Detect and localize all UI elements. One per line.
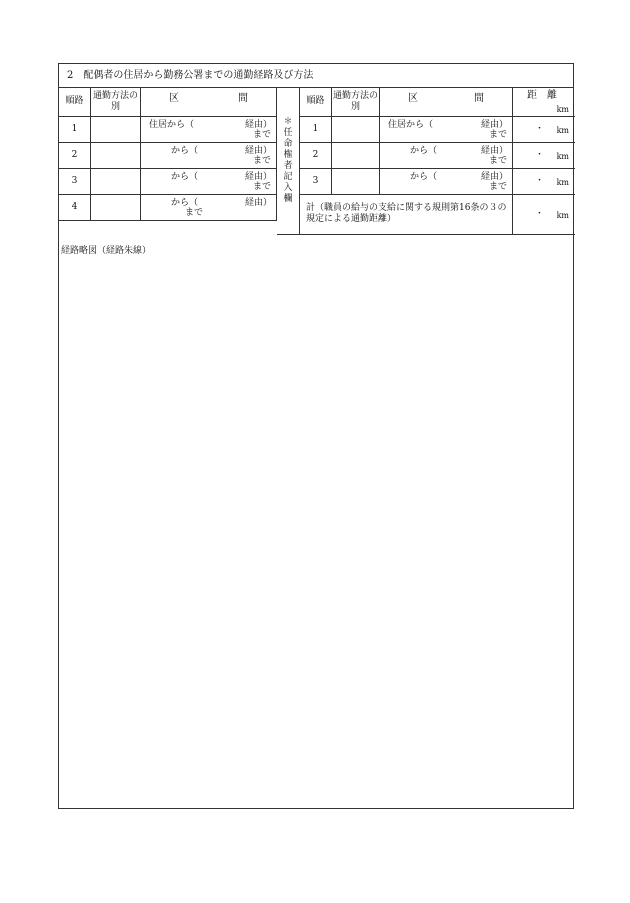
- right-row-no: 3: [300, 169, 332, 195]
- decimal-dot: ・: [535, 150, 545, 160]
- label-char: 者: [283, 160, 293, 171]
- right-row-section-input[interactable]: [380, 117, 513, 143]
- unit-km: km: [556, 152, 569, 161]
- unit-km: km: [556, 178, 569, 187]
- left-row-method-input[interactable]: [91, 143, 141, 169]
- label-char: 命: [283, 138, 293, 149]
- section-from: から（: [171, 146, 199, 156]
- section-to: まで: [252, 182, 271, 192]
- header-section-right: [380, 87, 513, 117]
- right-row-no: 1: [300, 117, 332, 143]
- left-row-no: 1: [59, 117, 91, 143]
- label-char: 欄: [283, 193, 293, 204]
- label-char: 入: [283, 182, 293, 193]
- header-distance-label: 距 離: [527, 90, 557, 101]
- left-row-section-input[interactable]: [141, 195, 277, 221]
- section-via: 経由）: [480, 172, 508, 182]
- header-section-ku: 区: [169, 93, 179, 104]
- section-via: 経由）: [244, 146, 272, 156]
- right-row-method-input[interactable]: [332, 143, 380, 169]
- label-char: 記: [283, 171, 293, 182]
- left-row-method-input[interactable]: [91, 195, 141, 221]
- left-row-no: 2: [59, 143, 91, 169]
- right-row-distance-input[interactable]: [513, 117, 575, 143]
- right-row-distance-input[interactable]: [513, 169, 575, 195]
- left-row-section-input[interactable]: [141, 143, 277, 169]
- right-row-method-input[interactable]: [332, 169, 380, 195]
- form-frame: [58, 63, 574, 809]
- header-order-right: 順路: [300, 87, 332, 117]
- section-via: 経由）: [244, 120, 272, 130]
- right-row-no: 2: [300, 143, 332, 169]
- right-row-section-input[interactable]: [380, 169, 513, 195]
- header-section-left: [141, 87, 277, 117]
- header-section-ma: 間: [474, 93, 484, 104]
- decimal-dot: ・: [535, 209, 545, 219]
- section-to: まで: [185, 208, 204, 218]
- section-from: から（: [410, 172, 438, 182]
- section-via: 経由）: [480, 120, 508, 130]
- total-distance-input[interactable]: [513, 195, 575, 235]
- decimal-dot: ・: [535, 124, 545, 134]
- total-distance-label: 計（職員の給与の支給に関する規則第16条の３の規定による通勤距離）: [300, 195, 513, 235]
- section-from: 住居から（: [149, 120, 195, 130]
- label-char: 任: [283, 127, 293, 138]
- section-to: まで: [252, 156, 271, 166]
- right-row-method-input[interactable]: [332, 117, 380, 143]
- label-char: 権: [283, 149, 293, 160]
- right-row-distance-input[interactable]: [513, 143, 575, 169]
- header-method-right: 通勤方法の別: [332, 87, 380, 117]
- header-section-ma: 間: [238, 93, 248, 104]
- header-distance: [513, 87, 575, 117]
- section-from: から（: [410, 146, 438, 156]
- section-to: まで: [488, 156, 507, 166]
- header-section-ku: 区: [408, 93, 418, 104]
- section-via: 経由）: [244, 172, 272, 182]
- route-table: [59, 87, 575, 256]
- unit-km: km: [556, 211, 569, 220]
- left-row-method-input[interactable]: [91, 117, 141, 143]
- left-row-no: 3: [59, 169, 91, 195]
- left-row-section-input[interactable]: [141, 169, 277, 195]
- section-to: まで: [488, 130, 507, 140]
- header-order-left: 順路: [59, 87, 91, 117]
- left-row-method-input[interactable]: [91, 169, 141, 195]
- section-via: 経由）: [244, 198, 272, 208]
- form-title: 2 配偶者の住居から勤務公署までの通勤経路及び方法: [59, 64, 573, 88]
- section-from: から（: [171, 172, 199, 182]
- header-km: km: [556, 105, 569, 114]
- header-method-left: 通勤方法の別: [91, 87, 141, 117]
- section-to: まで: [252, 130, 271, 140]
- left-row-section-input[interactable]: [141, 117, 277, 143]
- appointer-entry-label: [277, 87, 300, 235]
- section-from: から（: [171, 198, 199, 208]
- right-row-section-input[interactable]: [380, 143, 513, 169]
- section-from: 住居から（: [388, 120, 434, 130]
- star-mark: ＊: [283, 116, 293, 127]
- left-row-no: 4: [59, 195, 91, 221]
- decimal-dot: ・: [535, 176, 545, 186]
- section-via: 経由）: [480, 146, 508, 156]
- route-map-label: 経路略図（経路朱線）: [61, 246, 152, 256]
- unit-km: km: [556, 126, 569, 135]
- section-to: まで: [488, 182, 507, 192]
- route-map-area[interactable]: [59, 235, 573, 808]
